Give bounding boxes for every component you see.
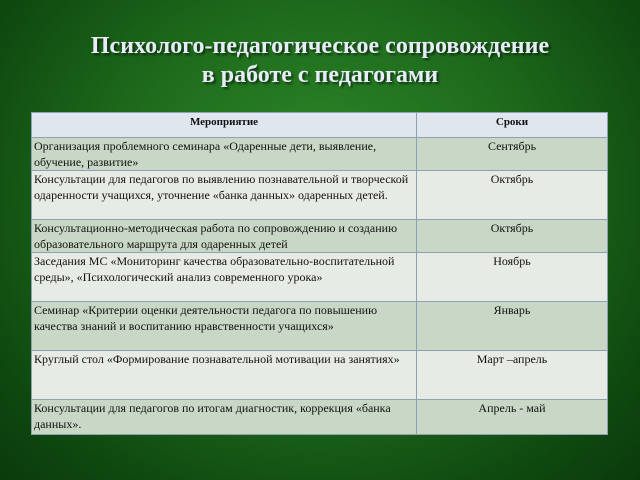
table-row: [32, 138, 608, 171]
term-cell: Январь: [417, 302, 608, 351]
term-cell: Март –апрель: [417, 351, 608, 400]
table-row: [32, 253, 608, 302]
table-row: [32, 400, 608, 435]
term-cell: Сентябрь: [417, 138, 608, 171]
event-cell: Семинар «Критерии оценки деятельности педагога по повышению качества знаний и воспитанию нравственности учащихся»: [32, 302, 417, 351]
event-cell: Консультации для педагогов по итогам диагностик, коррекция «банка данных».: [32, 400, 417, 435]
table-row: [32, 302, 608, 351]
event-cell: Круглый стол «Формирование познавательной мотивации на занятиях»: [32, 351, 417, 400]
table-header-row: [32, 113, 608, 138]
table-row: [32, 351, 608, 400]
header-event: Мероприятие: [32, 113, 417, 138]
events-table: [31, 112, 608, 435]
term-cell: Ноябрь: [417, 253, 608, 302]
slide-title-line-1: Психолого-педагогическое сопровождение: [90, 33, 550, 59]
slide-title: [20, 32, 620, 90]
event-cell: Организация проблемного семинара «Одаренные дети, выявление, обучение, развитие»: [32, 138, 417, 171]
table-row: [32, 220, 608, 253]
term-cell: Октябрь: [417, 171, 608, 220]
event-cell: Консультации для педагогов по выявлению познавательной и творческой одаренности учащихся, уточнение «банка данных» одаренных детей.: [32, 171, 417, 220]
header-term: Сроки: [417, 113, 608, 138]
event-cell: Заседания МС «Мониторинг качества образовательно-воспитательной среды», «Психологический анализ современного урока»: [32, 253, 417, 302]
term-cell: Апрель - май: [417, 400, 608, 435]
event-cell: Консультационно-методическая работа по сопровождению и созданию образовательного маршрута для одаренных детей: [32, 220, 417, 253]
term-cell: Октябрь: [417, 220, 608, 253]
table-row: [32, 171, 608, 220]
slide-title-line-2: в работе с педагогами: [201, 62, 439, 88]
